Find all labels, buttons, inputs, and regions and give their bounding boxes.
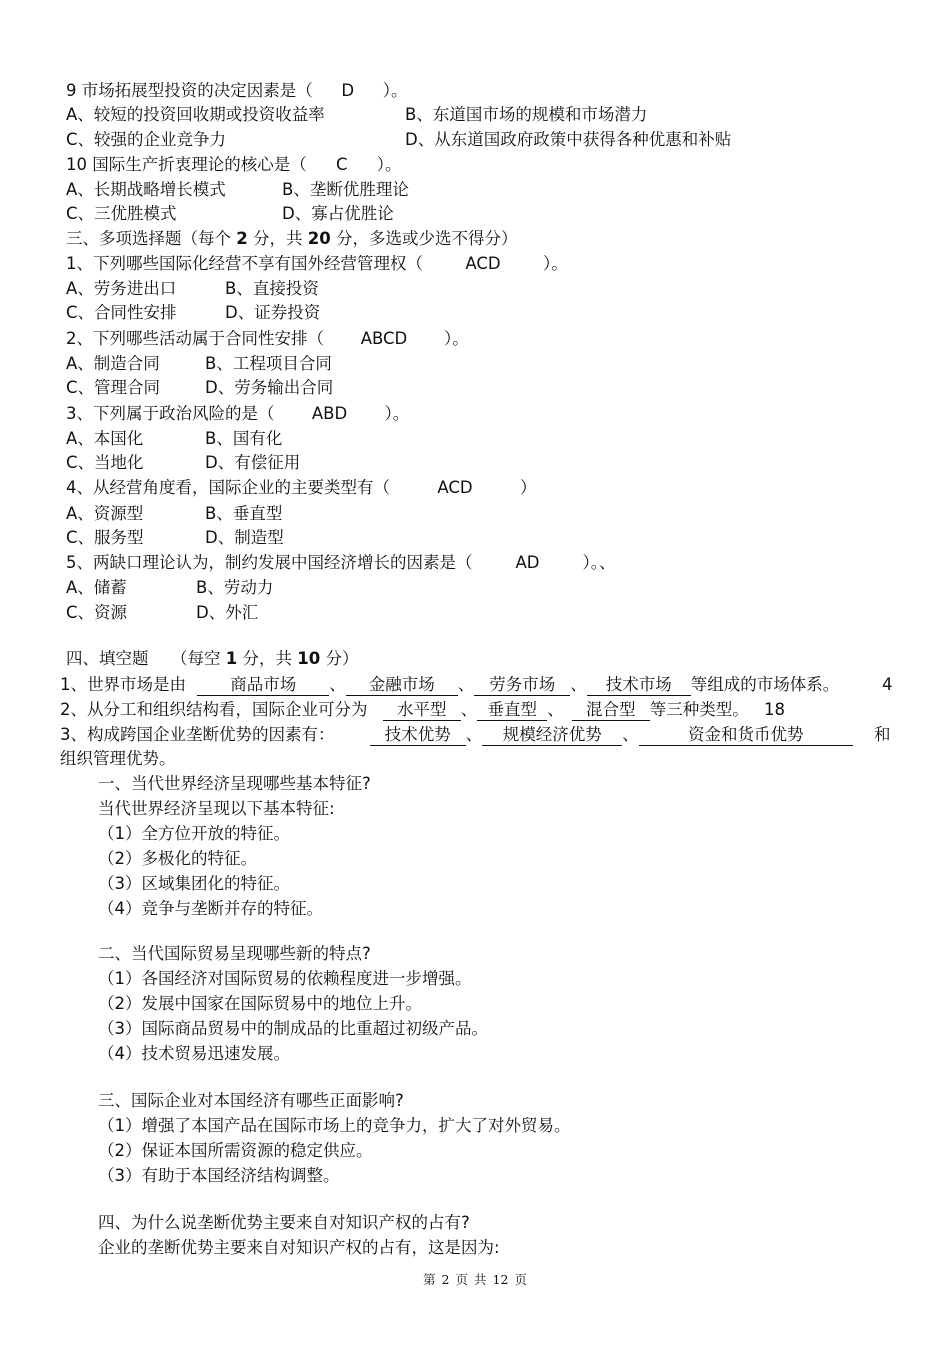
fill-question-3-continuation: 组织管理优势。 [60,749,176,768]
question-10-option-a: A、长期战略增长模式 [66,180,226,199]
section-3-points-total: 20 [307,229,331,248]
question-10-option-d: D、寡占优胜论 [282,204,394,223]
question-9 [66,80,408,102]
essay-1-item: （4）竞争与垄断并存的特征。 [98,899,323,918]
section-4-text-4: 分） [325,649,359,668]
footer-text-2: 页 [455,1272,469,1287]
section-3-text-1: 三、多项选择题（每个 [66,229,231,248]
fill-question-3-blank-3: 资金和货币优势 [639,725,853,746]
essay-3-item: （3）有助于本国经济结构调整。 [98,1166,340,1185]
fill-question-1-text: 1、世界市场是由 [60,675,186,694]
fill-question-1-sep-3: 、 [570,675,587,694]
multi-question-4 [66,477,537,499]
multi-question-2-answer: ABCD [360,329,408,348]
multi-question-2-close: ）。 [444,329,469,348]
question-10-option-b: B、垄断优胜理论 [282,180,409,199]
question-10-answer: C [335,155,348,174]
question-9-stem: 9 市场拓展型投资的决定因素是（ [66,81,313,100]
footer-text-4: 页 [514,1272,527,1287]
essay-2-item: （1）各国经济对国际贸易的依赖程度进一步增强。 [98,969,472,988]
fill-question-3-blank-2: 规模经济优势 [482,725,622,746]
essay-1-intro: 当代世界经济呈现以下基本特征: [98,799,335,818]
fill-question-1-suffix: 等组成的市场体系。 [690,675,840,694]
essay-2-item: （4）技术贸易迅速发展。 [98,1044,290,1063]
question-9-close: ）。 [382,81,408,100]
fill-question-2-sep-2: 、 [547,700,564,719]
multi-question-1-stem: 1、下列哪些国际化经营不享有国外经营管理权（ [66,254,423,273]
fill-question-2-blank-1: 水平型 [383,700,461,721]
multi-question-1-option-a: A、劳务进出口 [66,279,177,298]
essay-1-item: （2）多极化的特征。 [98,849,257,868]
multi-question-5-answer: AD [515,553,540,572]
section-4-points-total: 10 [297,649,321,668]
multi-question-2-stem: 2、下列哪些活动属于合同性安排（ [66,329,324,348]
essay-3-item: （2）保证本国所需资源的稳定供应。 [98,1141,373,1160]
multi-question-1-option-c: C、合同性安排 [66,303,177,322]
multi-question-1-option-d: D、证券投资 [225,303,321,322]
multi-question-4-option-c: C、服务型 [66,528,144,547]
fill-question-3-blank-1: 技术优势 [370,725,466,746]
footer-text-1: 第 [423,1272,436,1287]
question-10-stem: 10 国际生产折衷理论的核心是（ [66,155,307,174]
section-3-points-each: 2 [236,229,248,248]
question-9-option-a: A、较短的投资回收期或投资收益率 [66,105,325,124]
question-9-option-b: B、东道国市场的规模和市场潜力 [405,105,648,124]
section-4-text-1: 四、填空题 [66,649,149,668]
essay-1-item: （1）全方位开放的特征。 [98,824,290,843]
fill-question-1-sep-2: 、 [457,675,475,694]
fill-question-3-sep-2: 、 [622,725,639,744]
multi-question-3-option-c: C、当地化 [66,453,144,472]
multi-question-2-option-d: D、劳务输出合同 [205,378,334,397]
section-4-heading [66,648,358,670]
essay-3-item: （1）增强了本国产品在国际市场上的竞争力，扩大了对外贸易。 [98,1116,571,1135]
fill-question-2-sep-1: 、 [460,700,478,719]
fill-question-2-page-ref: 18 [764,700,785,719]
section-3-heading [66,228,517,250]
fill-question-2-suffix: 等三种类型。 [649,700,749,719]
multi-question-2-option-b: B、工程项目合同 [205,354,332,373]
fill-question-1-blank-3: 劳务市场 [474,675,570,696]
multi-question-3-option-b: B、国有化 [205,429,283,448]
fill-question-1-page-ref: 4 [882,675,893,694]
section-3-text-2: 分，共 [252,229,303,248]
multi-question-2-option-a: A、制造合同 [66,354,160,373]
question-10-option-c: C、三优胜模式 [66,204,177,223]
multi-question-4-answer: ACD [437,478,473,497]
section-4-points-each: 1 [225,649,238,668]
multi-question-4-option-d: D、制造型 [205,528,284,547]
multi-question-1-close: ）。 [543,254,568,273]
footer-page-number: 2 [441,1272,450,1287]
multi-question-4-stem: 4、从经营角度看，国际企业的主要类型有（ [66,478,390,497]
essay-2-title: 二、当代国际贸易呈现哪些新的特点? [98,944,371,963]
fill-question-2-blank-3: 混合型 [572,700,650,721]
fill-question-1-blank-2: 金融市场 [346,675,458,696]
essay-3-title: 三、国际企业对本国经济有哪些正面影响? [98,1091,404,1110]
multi-question-5-close: ）。、 [582,553,616,572]
multi-question-2-option-c: C、管理合同 [66,378,161,397]
fill-question-1-blank-1: 商品市场 [197,675,329,696]
multi-question-1-answer: ACD [465,254,501,273]
multi-question-1-option-b: B、直接投资 [225,279,319,298]
essay-2-item: （3）国际商品贸易中的制成品的比重超过初级产品。 [98,1019,488,1038]
question-9-option-c: C、较强的企业竞争力 [66,130,227,149]
fill-question-3-suffix: 和 [874,725,891,744]
fill-question-2 [60,699,785,721]
multi-question-5-stem: 5、两缺口理论认为，制约发展中国经济增长的因素是（ [66,553,473,572]
multi-question-3-stem: 3、下列属于政治风险的是（ [66,404,275,423]
fill-question-1 [60,674,839,696]
multi-question-3-close: ）。 [384,404,410,423]
fill-question-1-blank-4: 技术市场 [587,675,691,696]
multi-question-4-option-b: B、垂直型 [205,504,283,523]
multi-question-3-option-d: D、有偿征用 [205,453,301,472]
page-footer [0,1270,950,1288]
question-10 [66,154,402,176]
multi-question-5 [66,552,616,574]
question-9-option-d: D、从东道国政府政策中获得各种优惠和补贴 [405,130,732,149]
multi-question-1 [66,253,568,275]
fill-question-3-sep-1: 、 [465,725,483,744]
essay-4-title: 四、为什么说垄断优势主要来自对知识产权的占有? [98,1213,470,1232]
fill-question-3 [60,724,853,746]
multi-question-3-option-a: A、本国化 [66,429,144,448]
multi-question-5-option-d: D、外汇 [196,603,259,622]
multi-question-5-option-b: B、劳动力 [196,578,274,597]
essay-2-item: （2）发展中国家在国际贸易中的地位上升。 [98,994,422,1013]
multi-question-3-answer: ABD [311,404,348,423]
fill-question-2-text: 2、从分工和组织结构看，国际企业可分为 [60,700,368,719]
multi-question-5-option-c: C、资源 [66,603,128,622]
essay-1-title: 一、当代世界经济呈现哪些基本特征? [98,774,371,793]
essay-4-intro: 企业的垄断优势主要来自对知识产权的占有，这是因为: [98,1238,500,1257]
footer-page-total: 12 [492,1272,509,1287]
multi-question-2 [66,328,469,350]
multi-question-4-close: ） [520,478,537,497]
fill-question-2-blank-2: 垂直型 [477,700,547,721]
multi-question-5-option-a: A、储蓄 [66,578,127,597]
section-4-text-3: 分，共 [242,649,292,668]
essay-1-item: （3）区域集团化的特征。 [98,874,290,893]
section-4-text-2: （每空 [171,649,221,668]
multi-question-4-option-a: A、资源型 [66,504,144,523]
question-10-close: ）。 [376,155,402,174]
footer-text-3: 共 [474,1272,487,1287]
fill-question-3-text: 3、构成跨国企业垄断优势的因素有： [60,725,335,744]
multi-question-3 [66,403,409,425]
fill-question-1-sep-1: 、 [329,675,346,694]
section-3-text-3: 分，多选或少选不得分） [335,229,518,248]
question-9-answer: D [341,81,355,100]
